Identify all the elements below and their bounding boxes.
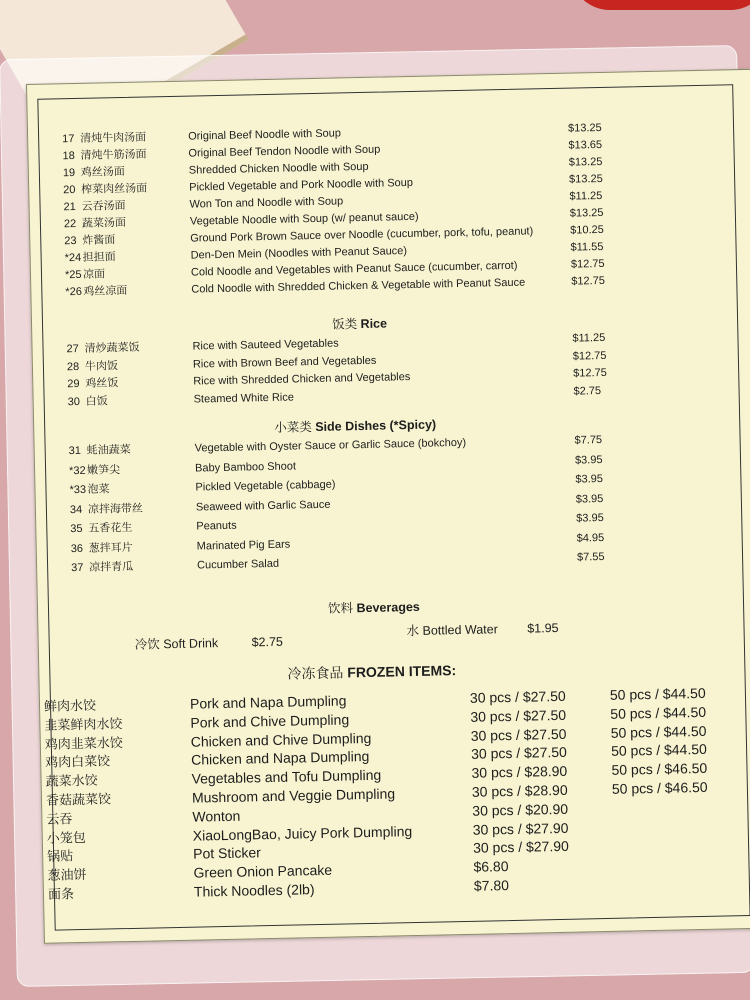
- item-zh: 云吞: [46, 811, 73, 828]
- water-en: Bottled Water: [422, 622, 498, 638]
- item-en: Ground Pork Brown Sauce over Noodle (cucumber, pork, tofu, peanut): [190, 225, 534, 245]
- item-num: 35: [70, 522, 83, 536]
- water-price: $1.95: [527, 620, 559, 636]
- item-zh: 锅贴: [47, 849, 74, 866]
- soft-drink-price: $2.75: [251, 634, 284, 650]
- item-price: $3.95: [574, 453, 603, 467]
- item-price: $12.75: [573, 366, 607, 380]
- item-zh: 蚝油蔬菜: [86, 443, 131, 457]
- water-zh: 水: [406, 622, 420, 639]
- item-p2: 50 pcs / $44.50: [610, 703, 707, 722]
- item-price: $11.25: [572, 331, 606, 345]
- item-num: 20: [63, 183, 76, 197]
- item-num: *26: [65, 285, 83, 299]
- soft-drink-en: Soft Drink: [163, 636, 219, 652]
- item-price: $3.95: [576, 511, 604, 525]
- item-p1: 30 pcs / $27.90: [472, 838, 569, 857]
- item-en: Cold Noodle and Vegetables with Peanut Sauce (cucumber, carrot): [190, 259, 518, 279]
- item-en: Rice with Sauteed Vegetables: [192, 337, 339, 353]
- item-zh: 清炒蔬菜饭: [84, 341, 140, 355]
- item-zh: 五香花生: [88, 521, 133, 535]
- item-zh: 泡菜: [87, 483, 110, 496]
- item-zh: 鸡丝汤面: [80, 165, 125, 179]
- item-price: $10.25: [570, 223, 604, 237]
- item-p1: $6.80: [473, 858, 509, 875]
- sides-title-zh: 小菜类: [274, 419, 312, 435]
- menu-page: [26, 69, 750, 944]
- item-num: *32: [68, 464, 86, 477]
- item-en: Steamed White Rice: [193, 390, 295, 406]
- item-num: *25: [64, 268, 82, 282]
- item-en: Thick Noodles (2lb): [193, 881, 315, 900]
- item-zh: 鸡丝凉面: [83, 284, 128, 298]
- item-en: Vegetable with Oyster Sauce or Garlic Sauce (bokchoy): [194, 436, 467, 455]
- item-p1: 30 pcs / $27.90: [472, 819, 569, 838]
- item-zh: 凉拌海带丝: [87, 502, 144, 516]
- item-en: Pickled Vegetable (cabbage): [195, 478, 336, 494]
- item-en: Pickled Vegetable and Pork Noodle with Soup: [189, 176, 414, 194]
- item-en: Original Beef Tendon Noodle with Soup: [188, 143, 381, 160]
- item-zh: 面条: [47, 887, 75, 903]
- item-num: 36: [70, 542, 84, 555]
- item-price: $7.75: [574, 434, 603, 447]
- item-price: $2.75: [573, 384, 602, 398]
- item-en: Peanuts: [196, 519, 237, 533]
- item-en: Wonton: [192, 807, 241, 825]
- item-zh: 香菇蔬菜饺: [45, 792, 112, 809]
- item-zh: 韭菜鲜肉水饺: [44, 716, 123, 734]
- item-p2: 50 pcs / $44.50: [610, 741, 707, 760]
- item-en: Chicken and Napa Dumpling: [191, 748, 370, 769]
- item-num: 18: [62, 149, 75, 163]
- item-price: $12.75: [570, 257, 605, 271]
- item-num: 23: [64, 234, 77, 248]
- beverages-title-zh: 饮料: [327, 600, 354, 616]
- item-en: Mushroom and Veggie Dumpling: [191, 785, 396, 806]
- item-zh: 蔬菜水饺: [45, 773, 98, 790]
- item-price: $4.95: [576, 531, 605, 545]
- item-en: Chicken and Chive Dumpling: [190, 729, 372, 750]
- sides-section-title: [274, 414, 436, 435]
- item-num: 19: [62, 166, 76, 180]
- item-zh: 炸酱面: [82, 234, 116, 247]
- item-p2: 50 pcs / $46.50: [611, 760, 708, 779]
- item-p1: 30 pcs / $28.90: [471, 781, 568, 800]
- item-price: $11.25: [569, 189, 603, 203]
- item-zh: 牛肉饭: [84, 359, 119, 373]
- item-en: Cold Noodle with Shredded Chicken & Vegetable with Peanut Sauce: [191, 276, 526, 296]
- item-num: *24: [64, 251, 82, 265]
- rice-title-zh: 饭类: [331, 316, 358, 332]
- item-price: $12.75: [572, 349, 607, 363]
- item-zh: 小笼包: [46, 830, 86, 847]
- frozen-title-en: FROZEN ITEMS:: [347, 662, 457, 681]
- item-p1: 30 pcs / $27.50: [470, 706, 567, 725]
- item-en: Shredded Chicken Noodle with Soup: [188, 160, 369, 177]
- red-plate: [570, 0, 750, 10]
- item-en: Vegetable Noodle with Soup (w/ peanut sauce): [189, 210, 419, 228]
- item-zh: 鸡肉白菜饺: [45, 754, 111, 772]
- item-price: $13.65: [568, 138, 603, 152]
- item-price: $12.75: [571, 274, 606, 288]
- item-price: $13.25: [569, 206, 604, 220]
- item-p1: 30 pcs / $27.50: [469, 687, 566, 706]
- item-num: *33: [69, 483, 87, 497]
- item-en: Won Ton and Noodle with Soup: [189, 195, 344, 211]
- item-en: Original Beef Noodle with Soup: [188, 127, 342, 143]
- item-en: Rice with Brown Beef and Vegetables: [192, 354, 377, 371]
- item-zh: 清炖牛筋汤面: [80, 148, 147, 162]
- item-zh: 白饭: [85, 394, 108, 408]
- item-en: Seaweed with Garlic Sauce: [195, 498, 331, 514]
- item-zh: 凉拌青瓜: [89, 560, 134, 574]
- item-p2: 50 pcs / $44.50: [609, 684, 706, 703]
- rice-section-title: [332, 313, 387, 332]
- item-en: Green Onion Pancake: [193, 861, 333, 881]
- item-en: Baby Bamboo Shoot: [194, 459, 297, 475]
- item-price: $3.95: [575, 492, 604, 506]
- item-p2: 50 pcs / $46.50: [611, 778, 708, 797]
- item-zh: 鸡肉韭菜水饺: [44, 735, 123, 753]
- item-zh: 云吞汤面: [81, 199, 126, 213]
- item-en: Den-Den Mein (Noodles with Peanut Sauce): [190, 245, 408, 262]
- beverages-section-title: [328, 597, 420, 617]
- item-price: $13.25: [567, 121, 602, 135]
- item-zh: 担担面: [82, 251, 116, 264]
- item-zh: 鲜肉水饺: [43, 698, 97, 715]
- item-num: 22: [63, 217, 77, 231]
- item-p1: 30 pcs / $27.50: [470, 725, 567, 744]
- rice-title-en: Rice: [360, 316, 388, 332]
- item-zh: 嫩笋尖: [86, 463, 121, 477]
- item-zh: 榨菜肉丝汤面: [81, 182, 148, 196]
- item-p1: 30 pcs / $28.90: [471, 763, 568, 782]
- beverage-bottled-water: [406, 618, 558, 639]
- item-num: 34: [69, 503, 83, 516]
- item-price: $3.95: [575, 473, 604, 486]
- item-num: 29: [67, 377, 80, 391]
- item-en: Pork and Chive Dumpling: [190, 711, 350, 731]
- item-p2: 50 pcs / $44.50: [610, 722, 707, 741]
- item-zh: 鸡丝饭: [85, 377, 119, 390]
- item-p1: $7.80: [473, 877, 510, 894]
- item-zh: 葱拌耳片: [88, 541, 133, 555]
- item-zh: 蔬菜汤面: [81, 216, 127, 230]
- item-en: Pot Sticker: [192, 844, 262, 863]
- item-en: XiaoLongBao, Juicy Pork Dumpling: [192, 822, 413, 844]
- item-en: Vegetables and Tofu Dumpling: [191, 766, 382, 787]
- item-price: $13.25: [568, 172, 603, 186]
- item-num: 21: [63, 200, 76, 214]
- item-zh: 葱油饼: [47, 868, 87, 884]
- item-num: 17: [62, 132, 75, 146]
- item-en: Cucumber Salad: [196, 557, 280, 572]
- item-num: 31: [68, 444, 82, 458]
- item-p1: 30 pcs / $20.90: [472, 800, 569, 819]
- item-p1: 30 pcs / $27.50: [470, 744, 568, 763]
- beverage-soft-drink: [135, 632, 284, 653]
- item-en: Marinated Pig Ears: [196, 538, 291, 553]
- item-en: Pork and Napa Dumpling: [189, 692, 347, 712]
- beverages-title-en: Beverages: [356, 599, 420, 616]
- item-en: Rice with Shredded Chicken and Vegetables: [193, 371, 411, 388]
- sides-title-en: Side Dishes (*Spicy): [315, 417, 437, 435]
- item-num: 30: [67, 395, 81, 408]
- soft-drink-zh: 冷饮: [134, 636, 160, 652]
- item-zh: 凉面: [82, 268, 106, 281]
- item-price: $11.55: [570, 240, 604, 254]
- item-price: $7.55: [576, 550, 605, 564]
- item-num: 37: [71, 561, 84, 575]
- frozen-section-title: [287, 660, 456, 684]
- item-zh: 清炖牛肉汤面: [80, 131, 147, 145]
- frozen-title-zh: 冷冻食品: [287, 665, 344, 683]
- item-num: 28: [66, 360, 80, 373]
- item-price: $13.25: [568, 155, 603, 169]
- item-num: 27: [66, 342, 79, 356]
